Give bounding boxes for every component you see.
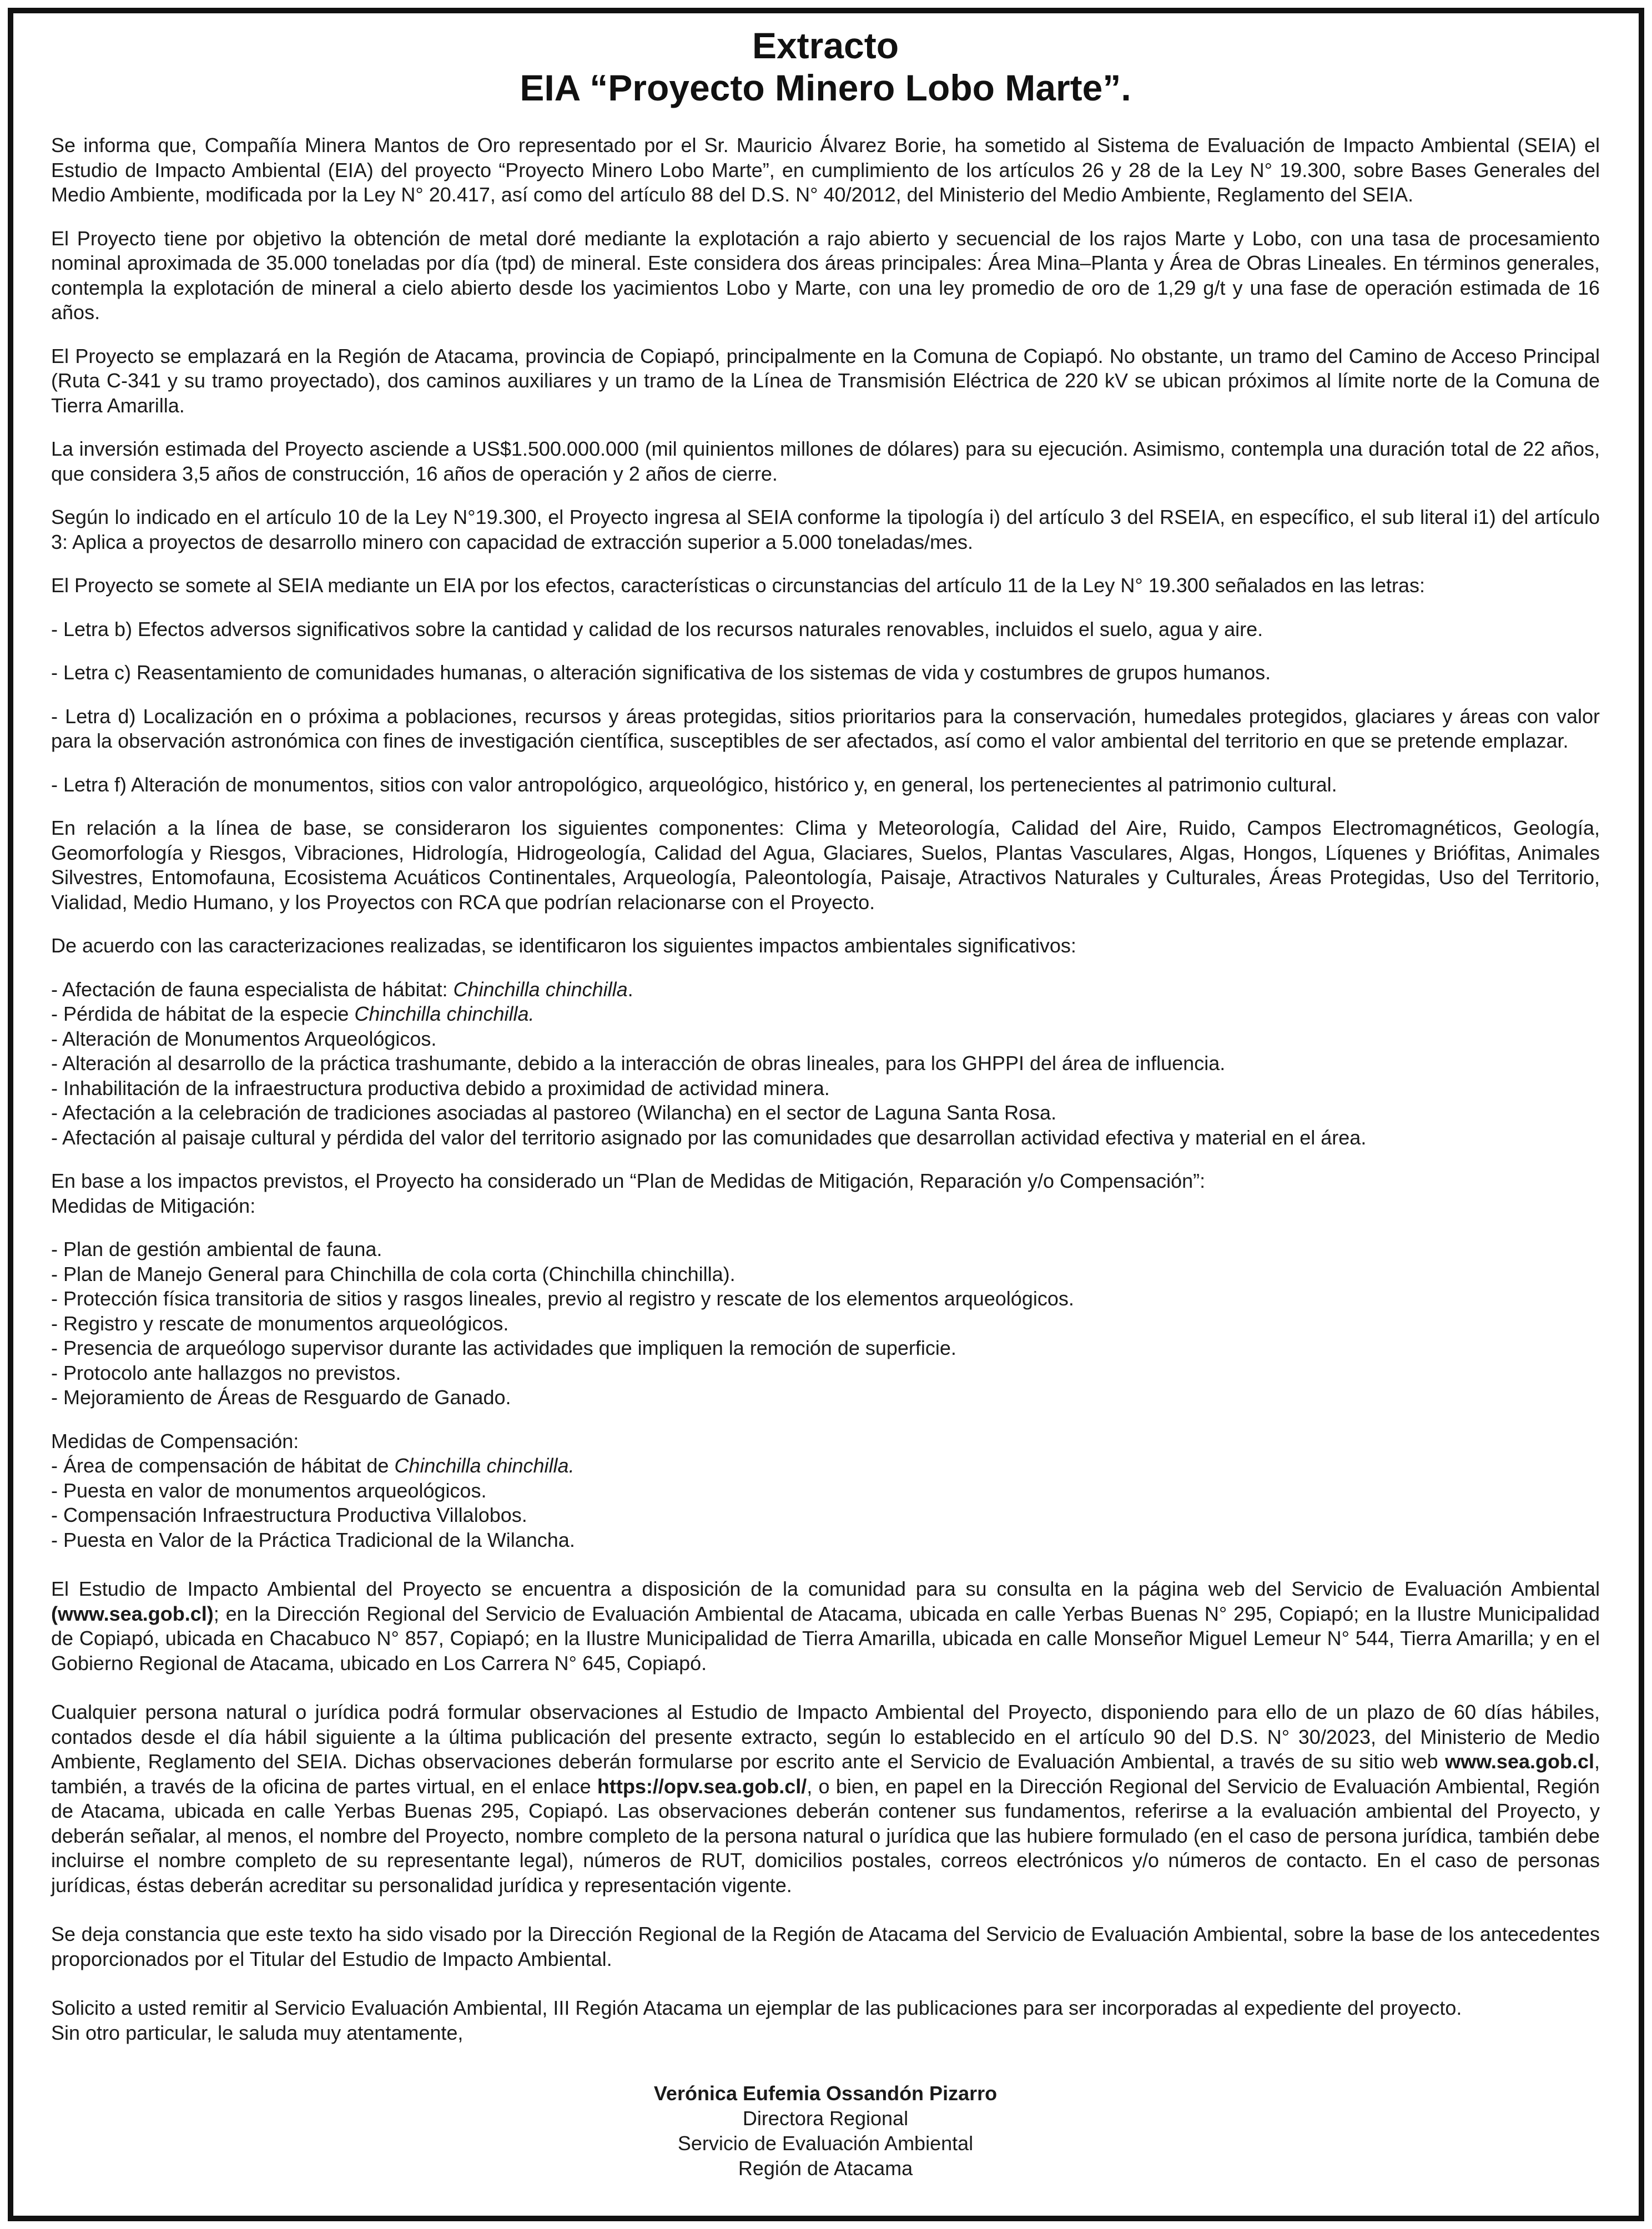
mitigation-list: [51, 1237, 1600, 1410]
request-line: Solicito a usted remitir al Servicio Evaluación Ambiental, III Región Atacama un ejemplar de las publicaciones para ser incorporadas al expediente del proyecto.: [51, 1996, 1462, 2019]
species-name: Chinchilla chinchilla: [453, 977, 628, 1001]
signatory-region: Región de Atacama: [738, 2157, 913, 2180]
list-item: - Presencia de arqueólogo supervisor durante las actividades que impliquen la remoción de superficie.: [51, 1337, 956, 1359]
list-item: - Afectación a la celebración de tradiciones asociadas al pastoreo (Wilancha) en el sector de Laguna Santa Rosa.: [51, 1101, 1057, 1124]
list-item: - Inhabilitación de la infraestructura productiva debido a proximidad de actividad minera.: [51, 1076, 830, 1100]
sea-website-link[interactable]: (www.sea.gob.cl): [51, 1602, 214, 1625]
list-item: - Afectación al paisaje cultural y pérdida del valor del territorio asignado por las comunidades que desarrollan actividad efectiva y material en el área.: [51, 1126, 1367, 1149]
plan-intro-block: [51, 1169, 1600, 1218]
letter-c-item: - Letra c) Reasentamiento de comunidades humanas, o alteración significativa de los sistemas de vida y costumbres de grupos humanos.: [51, 661, 1271, 684]
letter-f-item: - Letra f) Alteración de monumentos, sitios con valor antropológico, arqueológico, histórico y, en general, los pertenecientes al patrimonio cultural.: [51, 773, 1337, 796]
list-item: - Registro y rescate de monumentos arqueológicos.: [51, 1312, 509, 1335]
title-line-1: Extracto: [752, 25, 899, 66]
letter-d-item: - Letra d) Localización en o próxima a poblaciones, recursos y áreas protegidas, sitios prioritarios para la conservación, humedales protegidos, glaciares y áreas con valor para la observación astronómica con fines de investigación científica, susceptibles de ser afectados, así como el valor ambiental del territorio en que se pretende emplazar.: [51, 704, 1600, 752]
notice-content: [51, 24, 1600, 2181]
list-item: - Alteración al desarrollo de la práctica trashumante, debido a la interacción de obras lineales, para los GHPPI del área de influencia.: [51, 1052, 1226, 1075]
list-item: - Compensación Infraestructura Productiva Villalobos.: [51, 1504, 527, 1526]
closing-line: Sin otro particular, le saluda muy atentamente,: [51, 2021, 464, 2044]
availability-paragraph: El Estudio de Impacto Ambiental del Proyecto se encuentra a disposición de la comunidad para su consulta en la página web del Servicio de Evaluación Ambiental (www.sea.gob.cl); en la Dirección Regional del Servicio de Evaluación Ambiental de Atacama, ubicada en calle Yerbas Buenas N° 295, Copiapó; en la Ilustre Municipalidad de Copiapó, ubicada en Chacabuco N° 857, Copiapó; en la Ilustre Municipalidad de Tierra Amarilla, ubicada en calle Monseñor Miguel Lemeur N° 544, Tierra Amarilla; y en el Gobierno Regional de Atacama, ubicado en Los Carrera N° 645, Copiapó.: [51, 1577, 1600, 1675]
baseline-paragraph: En relación a la línea de base, se consideraron los siguientes componentes: Clima y Meteorología, Calidad del Aire, Ruido, Campos Electromagnéticos, Geología, Geomorfología y Riesgos, Vibraciones, Hidrología, Hidrogeología, Calidad del Agua, Glaciares, Suelos, Plantas Vasculares, Algas, Hongos, Líquenes y Briófitas, Animales Silvestres, Entomofauna, Ecosistema Acuáticos Continentales, Arqueología, Paleontología, Paisaje, Atractivos Naturales y Culturales, Áreas Protegidas, Uso del Territorio, Vialidad, Medio Humano, y los Proyectos con RCA que podrían relacionarse con el Proyecto.: [51, 816, 1600, 914]
list-item: - Puesta en Valor de la Práctica Tradicional de la Wilancha.: [51, 1528, 575, 1551]
objective-paragraph: El Proyecto tiene por objetivo la obtención de metal doré mediante la explotación a rajo abierto y secuencial de los rajos Marte y Lobo, con una tasa de procesamiento nominal aproximada de 35.000 toneladas por día (tpd) de mineral. Este considera dos áreas principales: Área Mina–Planta y Área de Obras Lineales. En términos generales, contempla la explotación de mineral a cielo abierto desde los yacimientos Lobo y Marte, con una ley promedio de oro de 1,29 g/t y una fase de operación estimada de 16 años.: [51, 226, 1600, 324]
eia-reason-paragraph: El Proyecto se somete al SEIA mediante un EIA por los efectos, características o circunstancias del artículo 11 de la Ley N° 19.300 señalados en las letras:: [51, 574, 1426, 597]
mitigation-title: Medidas de Mitigación:: [51, 1194, 256, 1217]
signatory-name: Verónica Eufemia Ossandón Pizarro: [653, 2082, 998, 2105]
list-item: - Pérdida de hábitat de la especie Chinchilla chinchilla.: [51, 1002, 535, 1025]
sea-website-link[interactable]: www.sea.gob.cl: [1445, 1750, 1594, 1773]
impacts-list: [51, 977, 1600, 1151]
signatory-role: Directora Regional: [742, 2107, 909, 2130]
list-item: - Área de compensación de hábitat de Chinchilla chinchilla.: [51, 1454, 575, 1477]
signatory-org: Servicio de Evaluación Ambiental: [677, 2132, 974, 2155]
plan-intro: En base a los impactos previstos, el Proyecto ha considerado un “Plan de Medidas de Mitigación, Reparación y/o Compensación”:: [51, 1169, 1206, 1192]
list-item: - Alteración de Monumentos Arqueológicos.: [51, 1027, 437, 1050]
list-item: - Mejoramiento de Áreas de Resguardo de Ganado.: [51, 1386, 511, 1409]
title-line-2: EIA “Proyecto Minero Lobo Marte”.: [520, 67, 1131, 108]
list-item: - Puesta en valor de monumentos arqueológicos.: [51, 1479, 487, 1502]
typology-paragraph: Según lo indicado en el artículo 10 de la Ley N°19.300, el Proyecto ingresa al SEIA conforme la tipología i) del artículo 3 del RSEIA, en específico, el sub literal i1) del artículo 3: Aplica a proyectos de desarrollo minero con capacidad de extracción superior a 5.000 toneladas/mes.: [51, 506, 1600, 553]
investment-paragraph: La inversión estimada del Proyecto asciende a US$1.500.000.000 (mil quinientos millones de dólares) para su ejecución. Asimismo, contempla una duración total de 22 años, que considera 3,5 años de construcción, 16 años de operación y 2 años de cierre.: [51, 437, 1600, 485]
signature-block: [51, 2081, 1600, 2181]
species-name: Chinchilla chinchilla.: [354, 1002, 535, 1025]
intro-paragraph: Se informa que, Compañía Minera Mantos de Oro representado por el Sr. Mauricio Álvarez Borie, ha sometido al Sistema de Evaluación de Impacto Ambiental (SEIA) el Estudio de Impacto Ambiental (EIA) del proyecto “Proyecto Minero Lobo Marte”, en cumplimiento de los artículos 26 y 28 de la Ley N° 19.300, sobre Bases Generales del Medio Ambiente, modificada por la Ley N° 20.417, así como del artículo 88 del D.S. N° 40/2012, del Ministerio del Medio Ambiente, Reglamento del SEIA.: [51, 134, 1600, 206]
list-item: - Afectación de fauna especialista de hábitat: Chinchilla chinchilla.: [51, 977, 633, 1001]
closing-block: [51, 1996, 1600, 2045]
species-name: Chinchilla chinchilla.: [394, 1454, 575, 1477]
opv-link[interactable]: https://opv.sea.gob.cl/: [597, 1774, 807, 1798]
observations-paragraph: Cualquier persona natural o jurídica podrá formular observaciones al Estudio de Impacto Ambiental del Proyecto, disponiendo para ello de un plazo de 60 días hábiles, contados desde el día hábil siguiente a la última publicación del presente extracto, según lo establecido en el artículo 90 del D.S. N° 30/2023, del Ministerio de Medio Ambiente, Reglamento del SEIA. Dichas observaciones deberán formularse por escrito ante el Servicio de Evaluación Ambiental, a través de su sitio web www.sea.gob.cl, también, a través de la oficina de partes virtual, en el enlace https://opv.sea.gob.cl/, o bien, en papel en la Dirección Regional del Servicio de Evaluación Ambiental, Región de Atacama, ubicada en calle Yerbas Buenas 295, Copiapó. Las observaciones deberán contener sus fundamentos, referirse a la evaluación ambiental del Proyecto, y deberán señalar, al menos, el nombre del Proyecto, nombre completo de la persona natural o jurídica que las hubiere formulado (en el caso de persona jurídica, también debe incluirse el nombre completo de su representante legal), números de RUT, domicilios postales, correos electrónicos y/o números de contacto. En el caso de personas jurídicas, éstas deberán acreditar su personalidad jurídica y representación vigente.: [51, 1701, 1600, 1897]
impacts-intro: De acuerdo con las caracterizaciones realizadas, se identificaron los siguientes impactos ambientales significativos:: [51, 934, 1076, 957]
list-item: - Protección física transitoria de sitios y rasgos lineales, previo al registro y rescate de los elementos arqueológicos.: [51, 1287, 1074, 1310]
notice-frame: [8, 8, 1644, 2221]
compensation-list: [51, 1429, 1600, 1553]
list-item: - Protocolo ante hallazgos no previstos.: [51, 1361, 401, 1384]
list-item: - Plan de Manejo General para Chinchilla de cola corta (Chinchilla chinchilla).: [51, 1262, 736, 1285]
letter-b-item: - Letra b) Efectos adversos significativos sobre la cantidad y calidad de los recursos naturales renovables, incluidos el suelo, agua y aire.: [51, 617, 1263, 641]
compensation-title: Medidas de Compensación:: [51, 1429, 299, 1453]
location-paragraph: El Proyecto se emplazará en la Región de Atacama, provincia de Copiapó, principalmente en la Comuna de Copiapó. No obstante, un tramo del Camino de Acceso Principal (Ruta C-341 y su tramo proyectado), dos caminos auxiliares y un tramo de la Línea de Transmisión Eléctrica de 220 kV se ubican próximos al límite norte de la Comuna de Tierra Amarilla.: [51, 344, 1600, 417]
notice-title: [51, 24, 1600, 109]
list-item: - Plan de gestión ambiental de fauna.: [51, 1238, 382, 1260]
certification-paragraph: Se deja constancia que este texto ha sido visado por la Dirección Regional de la Región de Atacama del Servicio de Evaluación Ambiental, sobre la base de los antecedentes proporcionados por el Titular del Estudio de Impacto Ambiental.: [51, 1923, 1600, 1970]
